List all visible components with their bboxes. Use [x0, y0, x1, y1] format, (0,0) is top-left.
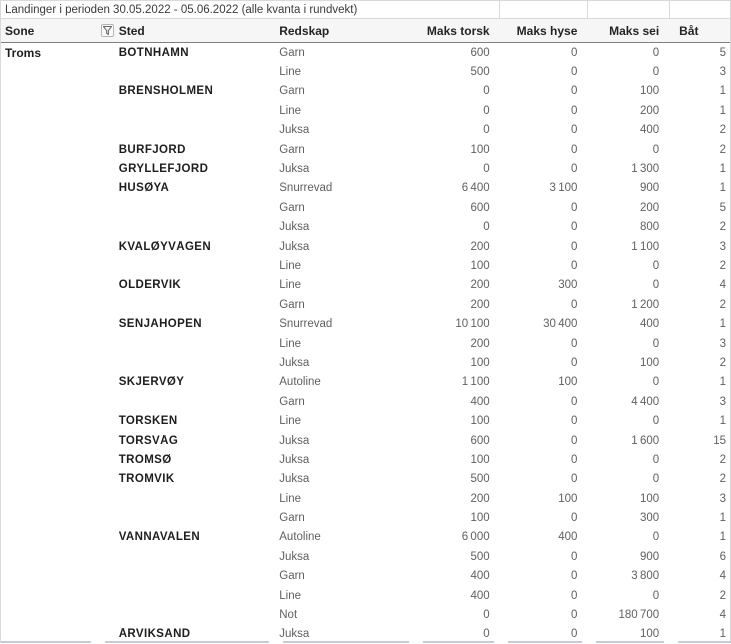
cell-maks-sei: 100: [639, 628, 660, 641]
cell-maks-sei: 300: [639, 512, 660, 525]
cell-maks-hyse: 0: [570, 512, 578, 525]
cell-maks-sei: 100: [639, 492, 660, 505]
cell-bat: 2: [719, 124, 726, 137]
table-row[interactable]: [1, 547, 730, 566]
cell-redskap: Juksa: [279, 163, 310, 176]
cell-maks-sei: 1 600: [631, 434, 660, 447]
cell-redskap: Snurrevad: [279, 182, 333, 195]
table-row[interactable]: [1, 62, 730, 81]
column-header-maks-torsk[interactable]: Maks torsk: [426, 23, 490, 38]
cell-maks-hyse: 3 100: [549, 182, 578, 195]
cell-maks-torsk: 200: [470, 337, 490, 350]
cell-bat: 2: [719, 143, 726, 156]
cell-maks-torsk: 0: [483, 221, 490, 234]
cell-sted: TORSVÅG: [118, 434, 179, 447]
table-row[interactable]: [1, 431, 730, 450]
cell-maks-sei: 100: [639, 356, 660, 369]
cell-bat: 2: [719, 453, 726, 466]
table-row[interactable]: [1, 353, 730, 372]
cell-redskap: Line: [279, 415, 301, 428]
cell-redskap: Juksa: [279, 356, 310, 369]
cell-redskap: Line: [279, 492, 301, 505]
cell-maks-torsk: 500: [470, 66, 490, 79]
cell-bat: 3: [719, 492, 726, 505]
column-header-row: [1, 19, 730, 43]
table-row[interactable]: [1, 411, 730, 430]
cell-maks-hyse: 300: [558, 279, 578, 292]
cell-maks-torsk: 500: [470, 473, 490, 486]
cell-maks-hyse: 0: [570, 395, 578, 408]
cell-bat: 5: [719, 201, 726, 214]
table-row[interactable]: [1, 179, 730, 198]
cell-maks-sei: 100: [639, 85, 660, 98]
cell-bat: 15: [713, 434, 726, 447]
cell-bat: 3: [719, 337, 726, 350]
cell-maks-torsk: 400: [470, 589, 490, 602]
cell-redskap: Garn: [279, 201, 305, 214]
title-row: [1, 1, 730, 19]
cell-maks-sei: 0: [652, 259, 660, 272]
cell-sted: TORSKEN: [118, 415, 178, 428]
cell-maks-torsk: 600: [470, 46, 490, 59]
column-header-sted[interactable]: [98, 24, 275, 38]
cell-bat: 1: [719, 182, 726, 195]
cell-maks-sei: 0: [652, 143, 660, 156]
column-header-maks-hyse[interactable]: Maks hyse: [516, 23, 578, 38]
cell-maks-sei: 0: [652, 453, 660, 466]
cell-bat: 2: [719, 221, 726, 234]
cell-maks-sei: 3 800: [631, 570, 660, 583]
cell-maks-hyse: 0: [570, 124, 578, 137]
table-body: [1, 43, 730, 644]
cell-sted: BURFJORD: [118, 143, 186, 156]
cell-redskap: Line: [279, 66, 301, 79]
cell-maks-hyse: 0: [570, 143, 578, 156]
cell-bat: 4: [719, 609, 726, 622]
table-row[interactable]: [1, 528, 730, 547]
cell-maks-hyse: 0: [570, 46, 578, 59]
cell-maks-torsk: 0: [483, 104, 490, 117]
cell-maks-torsk: 0: [483, 124, 490, 137]
cell-maks-hyse: 0: [570, 453, 578, 466]
cell-redskap: Juksa: [279, 628, 310, 641]
table-row[interactable]: [1, 392, 730, 411]
table-row[interactable]: [1, 470, 730, 489]
cell-maks-hyse: 0: [570, 201, 578, 214]
cell-maks-sei: 0: [652, 473, 660, 486]
cell-sted: SENJAHOPEN: [118, 318, 202, 331]
cell-maks-torsk: 400: [470, 395, 490, 408]
table-row[interactable]: [1, 43, 730, 62]
cell-maks-hyse: 0: [570, 66, 578, 79]
cell-maks-hyse: 30 400: [543, 318, 578, 331]
cell-redskap: Garn: [279, 512, 305, 525]
table-row[interactable]: [1, 373, 730, 392]
cell-maks-sei: 0: [652, 415, 660, 428]
cell-maks-hyse: 100: [558, 492, 578, 505]
cell-maks-torsk: 100: [470, 356, 490, 369]
cell-sted: BRENSHOLMEN: [118, 85, 214, 98]
cell-bat: 2: [719, 589, 726, 602]
cell-bat: 1: [719, 628, 726, 641]
cell-redskap: Juksa: [279, 550, 310, 563]
cell-maks-sei: 1 200: [631, 298, 660, 311]
cell-maks-sei: 900: [639, 550, 660, 563]
table-row[interactable]: [1, 218, 730, 237]
cell-maks-hyse: 0: [570, 298, 578, 311]
cell-bat: 2: [719, 356, 726, 369]
cell-bat: 3: [719, 395, 726, 408]
cell-redskap: Juksa: [279, 434, 310, 447]
cell-bat: 2: [719, 259, 726, 272]
cell-maks-sei: 200: [639, 201, 660, 214]
cell-maks-torsk: 10 100: [455, 318, 490, 331]
cell-maks-hyse: 0: [570, 415, 578, 428]
cell-bat: 1: [719, 512, 726, 525]
table-row[interactable]: [1, 198, 730, 217]
title-spacer-sei: [587, 1, 669, 18]
table-row[interactable]: [1, 121, 730, 140]
cell-maks-torsk: 600: [470, 201, 490, 214]
column-header-sted-label: Sted: [118, 23, 145, 38]
cell-maks-hyse: 100: [558, 376, 578, 389]
cell-maks-sei: 0: [652, 589, 660, 602]
cell-maks-torsk: 6 000: [461, 531, 490, 544]
cell-sted: TROMVIK: [118, 473, 175, 486]
cell-sted: SKJERVØY: [118, 376, 185, 389]
cell-redskap: Juksa: [279, 240, 310, 253]
cell-redskap: Garn: [279, 143, 305, 156]
cell-maks-hyse: 0: [570, 473, 578, 486]
cell-maks-torsk: 200: [470, 492, 490, 505]
cell-maks-torsk: 200: [470, 298, 490, 311]
cell-redskap: Garn: [279, 298, 305, 311]
cell-maks-sei: 0: [652, 279, 660, 292]
cell-maks-torsk: 100: [470, 143, 490, 156]
cell-maks-sei: 0: [652, 46, 660, 59]
cell-maks-torsk: 100: [470, 259, 490, 272]
cell-maks-hyse: 0: [570, 570, 578, 583]
column-header-redskap[interactable]: Redskap: [279, 23, 330, 38]
table-row[interactable]: [1, 586, 730, 605]
cell-sted: OLDERVIK: [118, 279, 182, 292]
cell-maks-hyse: 0: [570, 163, 578, 176]
cell-maks-torsk: 6 400: [461, 182, 490, 195]
cell-bat: 1: [719, 415, 726, 428]
table-title: Landinger i perioden 30.05.2022 - 05.06.2022 (alle kvanta i rundvekt): [5, 3, 358, 16]
cell-maks-torsk: 100: [470, 415, 490, 428]
cell-bat: 1: [719, 531, 726, 544]
cell-redskap: Juksa: [279, 221, 310, 234]
cell-redskap: Autoline: [279, 531, 321, 544]
cell-maks-torsk: 0: [483, 628, 490, 641]
title-spacer-bat: [669, 1, 730, 18]
cell-bat: 2: [719, 473, 726, 486]
cell-maks-torsk: 0: [483, 163, 490, 176]
cell-bat: 5: [719, 46, 726, 59]
table-row[interactable]: [1, 567, 730, 586]
cell-maks-torsk: 200: [470, 279, 490, 292]
cell-redskap: Line: [279, 259, 301, 272]
table-row[interactable]: [1, 334, 730, 353]
cell-sone: Troms: [5, 45, 42, 60]
cell-bat: 2: [719, 298, 726, 311]
cell-redskap: Garn: [279, 395, 305, 408]
cell-redskap: Garn: [279, 570, 305, 583]
title-spacer-hyse: [499, 1, 587, 18]
cell-redskap: Line: [279, 589, 301, 602]
cell-maks-hyse: 0: [570, 550, 578, 563]
cell-sted: VANNAVALEN: [118, 531, 201, 544]
cell-bat: 1: [719, 163, 726, 176]
cell-maks-hyse: 0: [570, 337, 578, 350]
column-header-bat[interactable]: Båt: [679, 23, 699, 38]
cell-bat: 4: [719, 279, 726, 292]
cell-sted: GRYLLEFJORD: [118, 163, 209, 176]
cell-maks-torsk: 200: [470, 240, 490, 253]
cell-bat: 1: [719, 104, 726, 117]
table-row[interactable]: [1, 101, 730, 120]
cell-maks-hyse: 0: [570, 434, 578, 447]
cell-maks-torsk: 600: [470, 434, 490, 447]
cell-maks-torsk: 100: [470, 453, 490, 466]
cell-bat: 3: [719, 240, 726, 253]
table-row[interactable]: [1, 159, 730, 178]
cell-maks-torsk: 100: [470, 512, 490, 525]
column-header-maks-sei[interactable]: Maks sei: [609, 23, 660, 38]
cell-maks-sei: 1 100: [631, 240, 660, 253]
table-row[interactable]: [1, 140, 730, 159]
cell-sted: ÅRVIKSAND: [118, 628, 191, 641]
cell-redskap: Juksa: [279, 453, 310, 466]
cell-redskap: Not: [279, 609, 298, 622]
cell-bat: 1: [719, 318, 726, 331]
cell-maks-sei: 0: [652, 66, 660, 79]
table-row[interactable]: [1, 295, 730, 314]
table-row[interactable]: [1, 508, 730, 527]
cell-redskap: Garn: [279, 46, 305, 59]
cell-sted: BOTNHAMN: [118, 46, 189, 59]
cell-sted: HUSØYA: [118, 182, 170, 195]
cell-maks-sei: 200: [639, 104, 660, 117]
cell-maks-sei: 0: [652, 337, 660, 350]
cell-maks-sei: 0: [652, 376, 660, 389]
cell-maks-hyse: 0: [570, 356, 578, 369]
cell-maks-torsk: 1 100: [461, 376, 490, 389]
table-row[interactable]: [1, 450, 730, 469]
cell-maks-torsk: 0: [483, 85, 490, 98]
cell-maks-sei: 800: [639, 221, 660, 234]
cell-redskap: Autoline: [279, 376, 321, 389]
cell-bat: 3: [719, 66, 726, 79]
cell-redskap: Line: [279, 337, 301, 350]
cell-maks-sei: 0: [652, 531, 660, 544]
cell-maks-hyse: 0: [570, 104, 578, 117]
table-row[interactable]: [1, 256, 730, 275]
cell-redskap: Juksa: [279, 124, 310, 137]
cell-maks-torsk: 400: [470, 570, 490, 583]
cell-bat: 6: [719, 550, 726, 563]
cell-maks-hyse: 0: [570, 221, 578, 234]
table-row[interactable]: [1, 237, 730, 256]
cell-maks-torsk: 500: [470, 550, 490, 563]
cell-maks-hyse: 0: [570, 628, 578, 641]
cell-redskap: Juksa: [279, 473, 310, 486]
cell-maks-sei: 180 700: [618, 609, 660, 622]
cell-redskap: Snurrevad: [279, 318, 333, 331]
cell-bat: 1: [719, 376, 726, 389]
cell-maks-hyse: 0: [570, 609, 578, 622]
cell-sted: KVALØYVÅGEN: [118, 240, 212, 253]
table-row[interactable]: [1, 489, 730, 508]
cell-maks-sei: 1 300: [631, 163, 660, 176]
cell-redskap: Garn: [279, 85, 305, 98]
column-header-sone[interactable]: Sone: [5, 23, 35, 38]
cell-maks-hyse: 0: [570, 589, 578, 602]
cell-maks-sei: 400: [639, 124, 660, 137]
cell-maks-hyse: 0: [570, 85, 578, 98]
cell-redskap: Line: [279, 104, 301, 117]
cell-maks-sei: 900: [639, 182, 660, 195]
filter-icon[interactable]: [101, 24, 114, 37]
cell-maks-torsk: 0: [483, 609, 490, 622]
table-row[interactable]: [1, 314, 730, 333]
cell-bat: 4: [719, 570, 726, 583]
cell-bat: 1: [719, 85, 726, 98]
cell-maks-sei: 4 400: [631, 395, 660, 408]
table-row[interactable]: [1, 82, 730, 101]
cell-maks-sei: 400: [639, 318, 660, 331]
cell-maks-hyse: 0: [570, 240, 578, 253]
table-row[interactable]: [1, 605, 730, 624]
cell-redskap: Line: [279, 279, 301, 292]
cell-maks-hyse: 400: [558, 531, 578, 544]
cell-sted: TROMSØ: [118, 453, 172, 466]
cell-maks-hyse: 0: [570, 259, 578, 272]
table-row[interactable]: [1, 276, 730, 295]
